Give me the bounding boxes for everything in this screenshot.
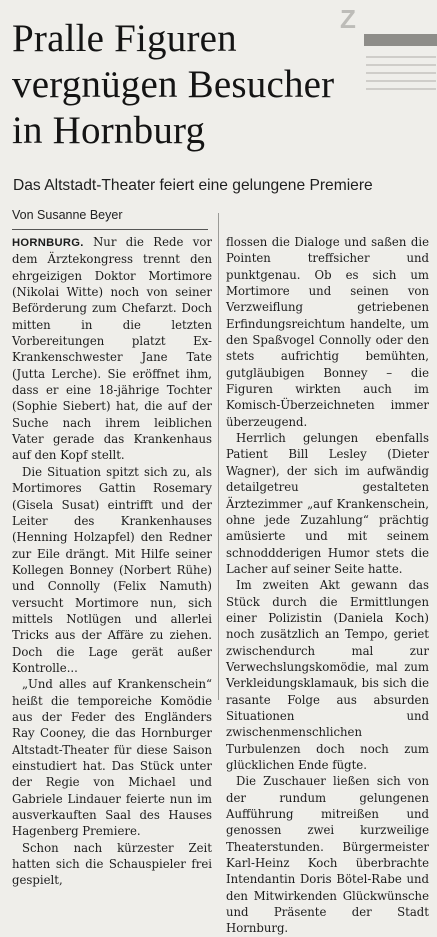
headline-line: Pralle Figuren: [12, 17, 237, 60]
dateline: HORNBURG.: [12, 237, 84, 249]
paragraph: flossen die Dialoge und saßen die Pointen treffsicher und punktgenau. Ob es sich um Mortimore und seinen von Verzweiflung getriebenen Erfindungsreichtum handelte, um den Spaßvogel Connolly oder den stets aufrichtig bemühten, gutgläubigen Bonney – die Figuren wirkten auch im Komisch-Überzeichneten immer überzeugend.: [226, 235, 429, 429]
paragraph-text: Nur die Rede vor dem Ärztekongress trennt den ehrgeizigen Doktor Mortimore (Nikolai Witte) noch von seiner Beförderung zum Chefarzt. Doch mitten in die letzten Vorbereitungen platzt Ex-Krankenschwester Jane Tate (Jutta Lerche). Sie eröffnet ihm, dass er eine 18-jährige Tochter (Sophie Siebert) hat, die auf der Suche nach ihrem leiblichen Vater gerade das Krankenhaus auf den Kopf stellt.: [12, 235, 212, 463]
paragraph: Herrlich gelungen ebenfalls Patient Bill Lesley (Dieter Wagner), der sich im aufwändig detailgetreu gestalteten Ärztezimmer „auf Krankenschein, ohne jede Zuzahlung“ prächtig amüsierte und mit seinem schnoddderigen Humor stets die Lacher auf seiner Seite hatte.: [226, 431, 429, 576]
article-headline: [12, 16, 335, 154]
headline-line: in Hornburg: [12, 109, 206, 152]
article-column-1: [12, 234, 212, 888]
paragraph: Die Zuschauer ließen sich von der rundum gelungenen Aufführung mitreißen und genossen zwei kurzweilige Theaterstunden. Bürgermeister Karl-Heinz Koch überbrachte Intendantin Doris Bötel-Rabe und den Mitwirkenden Glückwünsche und Präsente der Stadt Hornburg.: [226, 774, 429, 936]
headline-line: vergnügen Besucher: [12, 63, 335, 106]
byline-divider: [12, 229, 208, 230]
paragraph: Die Situation spitzt sich zu, als Mortimores Gattin Rosemary (Gisela Susat) eintrifft und der Leiter des Krankenhauses (Henning Holzapfel) den Redner zur Eile drängt. Mit Hilfe seiner Kollegen Bonney (Norbert Rühe) und Connolly (Felix Namuth) versucht Mortimore nun, sich mittels Notlügen und allerlei Tricks aus der Affäre zu ziehen. Doch die Lage gerät außer Kontrolle...: [12, 464, 212, 675]
article-column-2: [226, 234, 429, 936]
paragraph: Im zweiten Akt gewann das Stück durch die Ermittlungen einer Polizistin (Daniela Koch) noch zusätzlich an Tempo, geriet zwischendurch mal zur Verwechslungskomödie, mal zum Verkleidungsklamauk, bis sich die rasante Folge aus absurden Situationen und zwischenmenschlichen Turbulenzen doch noch zum glücklichen Ende fügte.: [226, 578, 429, 772]
article-subheadline: Das Altstadt-Theater feiert eine gelungene Premiere: [13, 177, 373, 194]
paragraph: „Und alles auf Krankenschein“ heißt die temporeiche Komödie aus der Feder des Engländers Ray Cooney, die das Hornburger Altstadt-Theater für diese Saison einstudiert hat. Das Stück unter der Regie von Michael und Gabriele Lindauer feierte nun im ausverkauften Saal des Hauses Hagenberg Premiere.: [12, 677, 212, 839]
column-rule: [218, 213, 219, 700]
paragraph: Schon nach kürzester Zeit hatten sich die Schauspieler frei gespielt,: [12, 840, 212, 888]
adjacent-page-bleed: Z: [300, 0, 437, 100]
byline: Von Susanne Beyer: [12, 208, 123, 222]
paragraph: [12, 234, 212, 464]
